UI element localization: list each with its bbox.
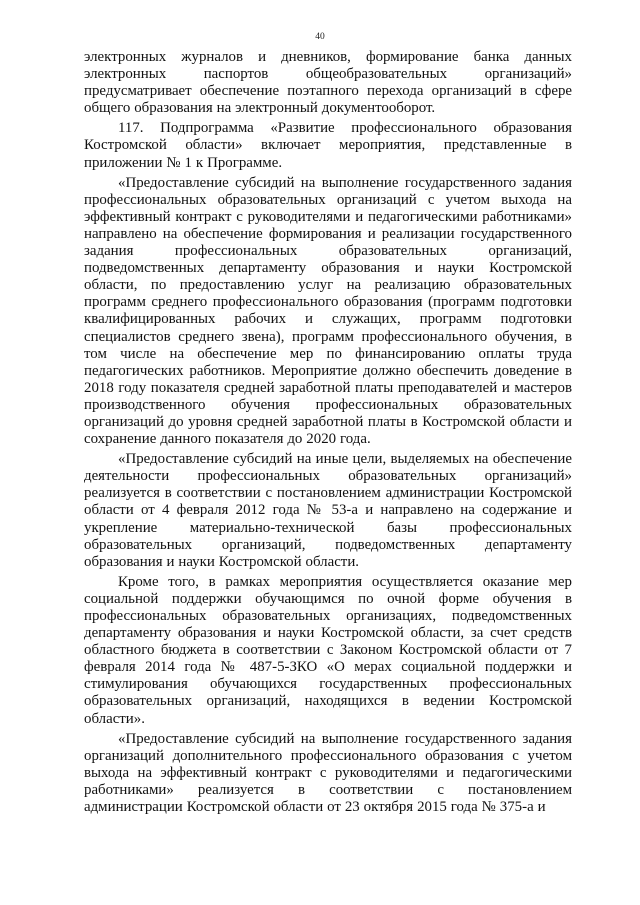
page-number: 40 [315, 32, 325, 42]
paragraph-subsidy-other-purposes: «Предоставление субсидий на иные цели, выделяемых на обеспечение деятельности профессиональных образовательных организаций» реализуется в соответствии с постановлением администрации Костромской области от 4 февраля 2012 года № 53-а и направлено на содержание и укрепление материально-технической базы профессиональных образовательных организаций, подведомственных департаменту образования и науки Костромской области. [84, 451, 572, 570]
document-body [84, 49, 572, 819]
paragraph-subsidy-additional-education: «Предоставление субсидий на выполнение государственного задания организаций дополнительного профессионального образования с учетом выхода на эффективный контракт с руководителями и педагогическими работниками» реализуется в соответствии с постановлением администрации Костромской области от 23 октября 2015 года № 375-а и [84, 730, 572, 816]
paragraph-item-117: 117. Подпрограмма «Развитие профессионального образования Костромской области» включает мероприятия, представленные в приложении № 1 к Программе. [84, 120, 572, 171]
paragraph-subsidy-state-task: «Предоставление субсидий на выполнение государственного задания профессиональных образовательных организаций с учетом выхода на эффективный контракт с руководителями и педагогическими работниками» направлено на обеспечение формирования и реализации государственного задания профессиональных образовательных организаций, подведомственных департаменту образования и науки Костромской области, по предоставлению услуг на реализацию образовательных программ среднего профессионального образования (программ подготовки квалифицированных рабочих и служащих, программ подготовки специалистов среднего звена), программ профессионального обучения, в том числе на обеспечение мер по финансированию оплаты труда педагогических работников. Мероприятие должно обеспечить доведение в 2018 году показателя средней заработной платы преподавателей и мастеров производственного обучения профессиональных образовательных организаций до уровня средней заработной платы в Костромской области и сохранение данного показателя до 2020 года. [84, 174, 572, 448]
paragraph-social-support: Кроме того, в рамках мероприятия осуществляется оказание мер социальной поддержки обучающимся по очной форме обучения в профессиональных образовательных организациях, подведомственных департаменту образования и науки Костромской области, за счет средств областного бюджета в соответствии с Законом Костромской области от 7 февраля 2014 года № 487-5-ЗКО «О мерах социальной поддержки и стимулирования обучающихся государственных профессиональных образовательных организаций, находящихся в ведении Костромской области». [84, 573, 572, 727]
paragraph-continuation: электронных журналов и дневников, формирование банка данных электронных паспортов общеобразовательных организаций» предусматривает обеспечение поэтапного перехода организаций в сфере общего образования на электронный документооборот. [84, 49, 572, 117]
